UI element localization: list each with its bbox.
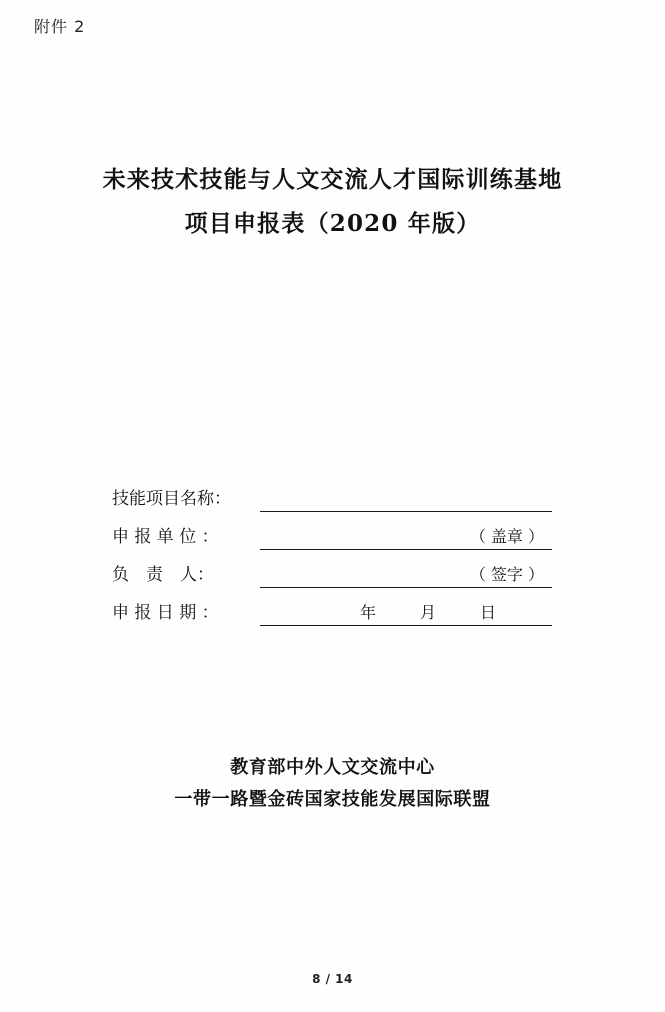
date-mark-day: 日	[479, 603, 496, 622]
field-label-project-name: 技能项目名称：	[112, 489, 231, 509]
title-line-2: 项目申报表（2020 年版）	[184, 210, 481, 237]
field-row-project-name	[112, 474, 552, 512]
organization-line-1: 教育部中外人文交流中心	[230, 757, 435, 778]
field-row-applicant-unit	[112, 512, 552, 550]
field-label-applicant-unit: 申 报 单 位 ：	[112, 527, 219, 547]
field-input-applicant-unit[interactable]	[260, 524, 552, 550]
document-title	[0, 158, 665, 246]
page-number: 8 / 14	[312, 972, 353, 986]
field-input-responsible-person[interactable]	[260, 562, 552, 588]
organization-line-2: 一带一路暨金砖国家技能发展国际联盟	[174, 789, 491, 810]
title-line-1: 未来技术技能与人文交流人才国际训练基地	[102, 166, 563, 193]
date-mark-month: 月	[419, 603, 436, 622]
date-mark-year: 年	[359, 603, 376, 622]
field-label-application-date: 申 报 日 期 ：	[112, 603, 219, 623]
field-input-application-date[interactable]	[260, 600, 552, 626]
field-input-project-name[interactable]	[260, 486, 552, 512]
field-label-responsible-person: 负 责 人：	[112, 565, 214, 585]
organizations	[0, 752, 665, 816]
field-row-application-date	[112, 588, 552, 626]
field-row-responsible-person	[112, 550, 552, 588]
date-marks	[260, 600, 552, 623]
field-note-signature: （ 签字 ）	[469, 565, 544, 584]
attachment-label: 附件 2	[34, 17, 86, 36]
field-note-seal: （ 盖章 ）	[469, 527, 544, 546]
form-fields	[112, 474, 552, 626]
